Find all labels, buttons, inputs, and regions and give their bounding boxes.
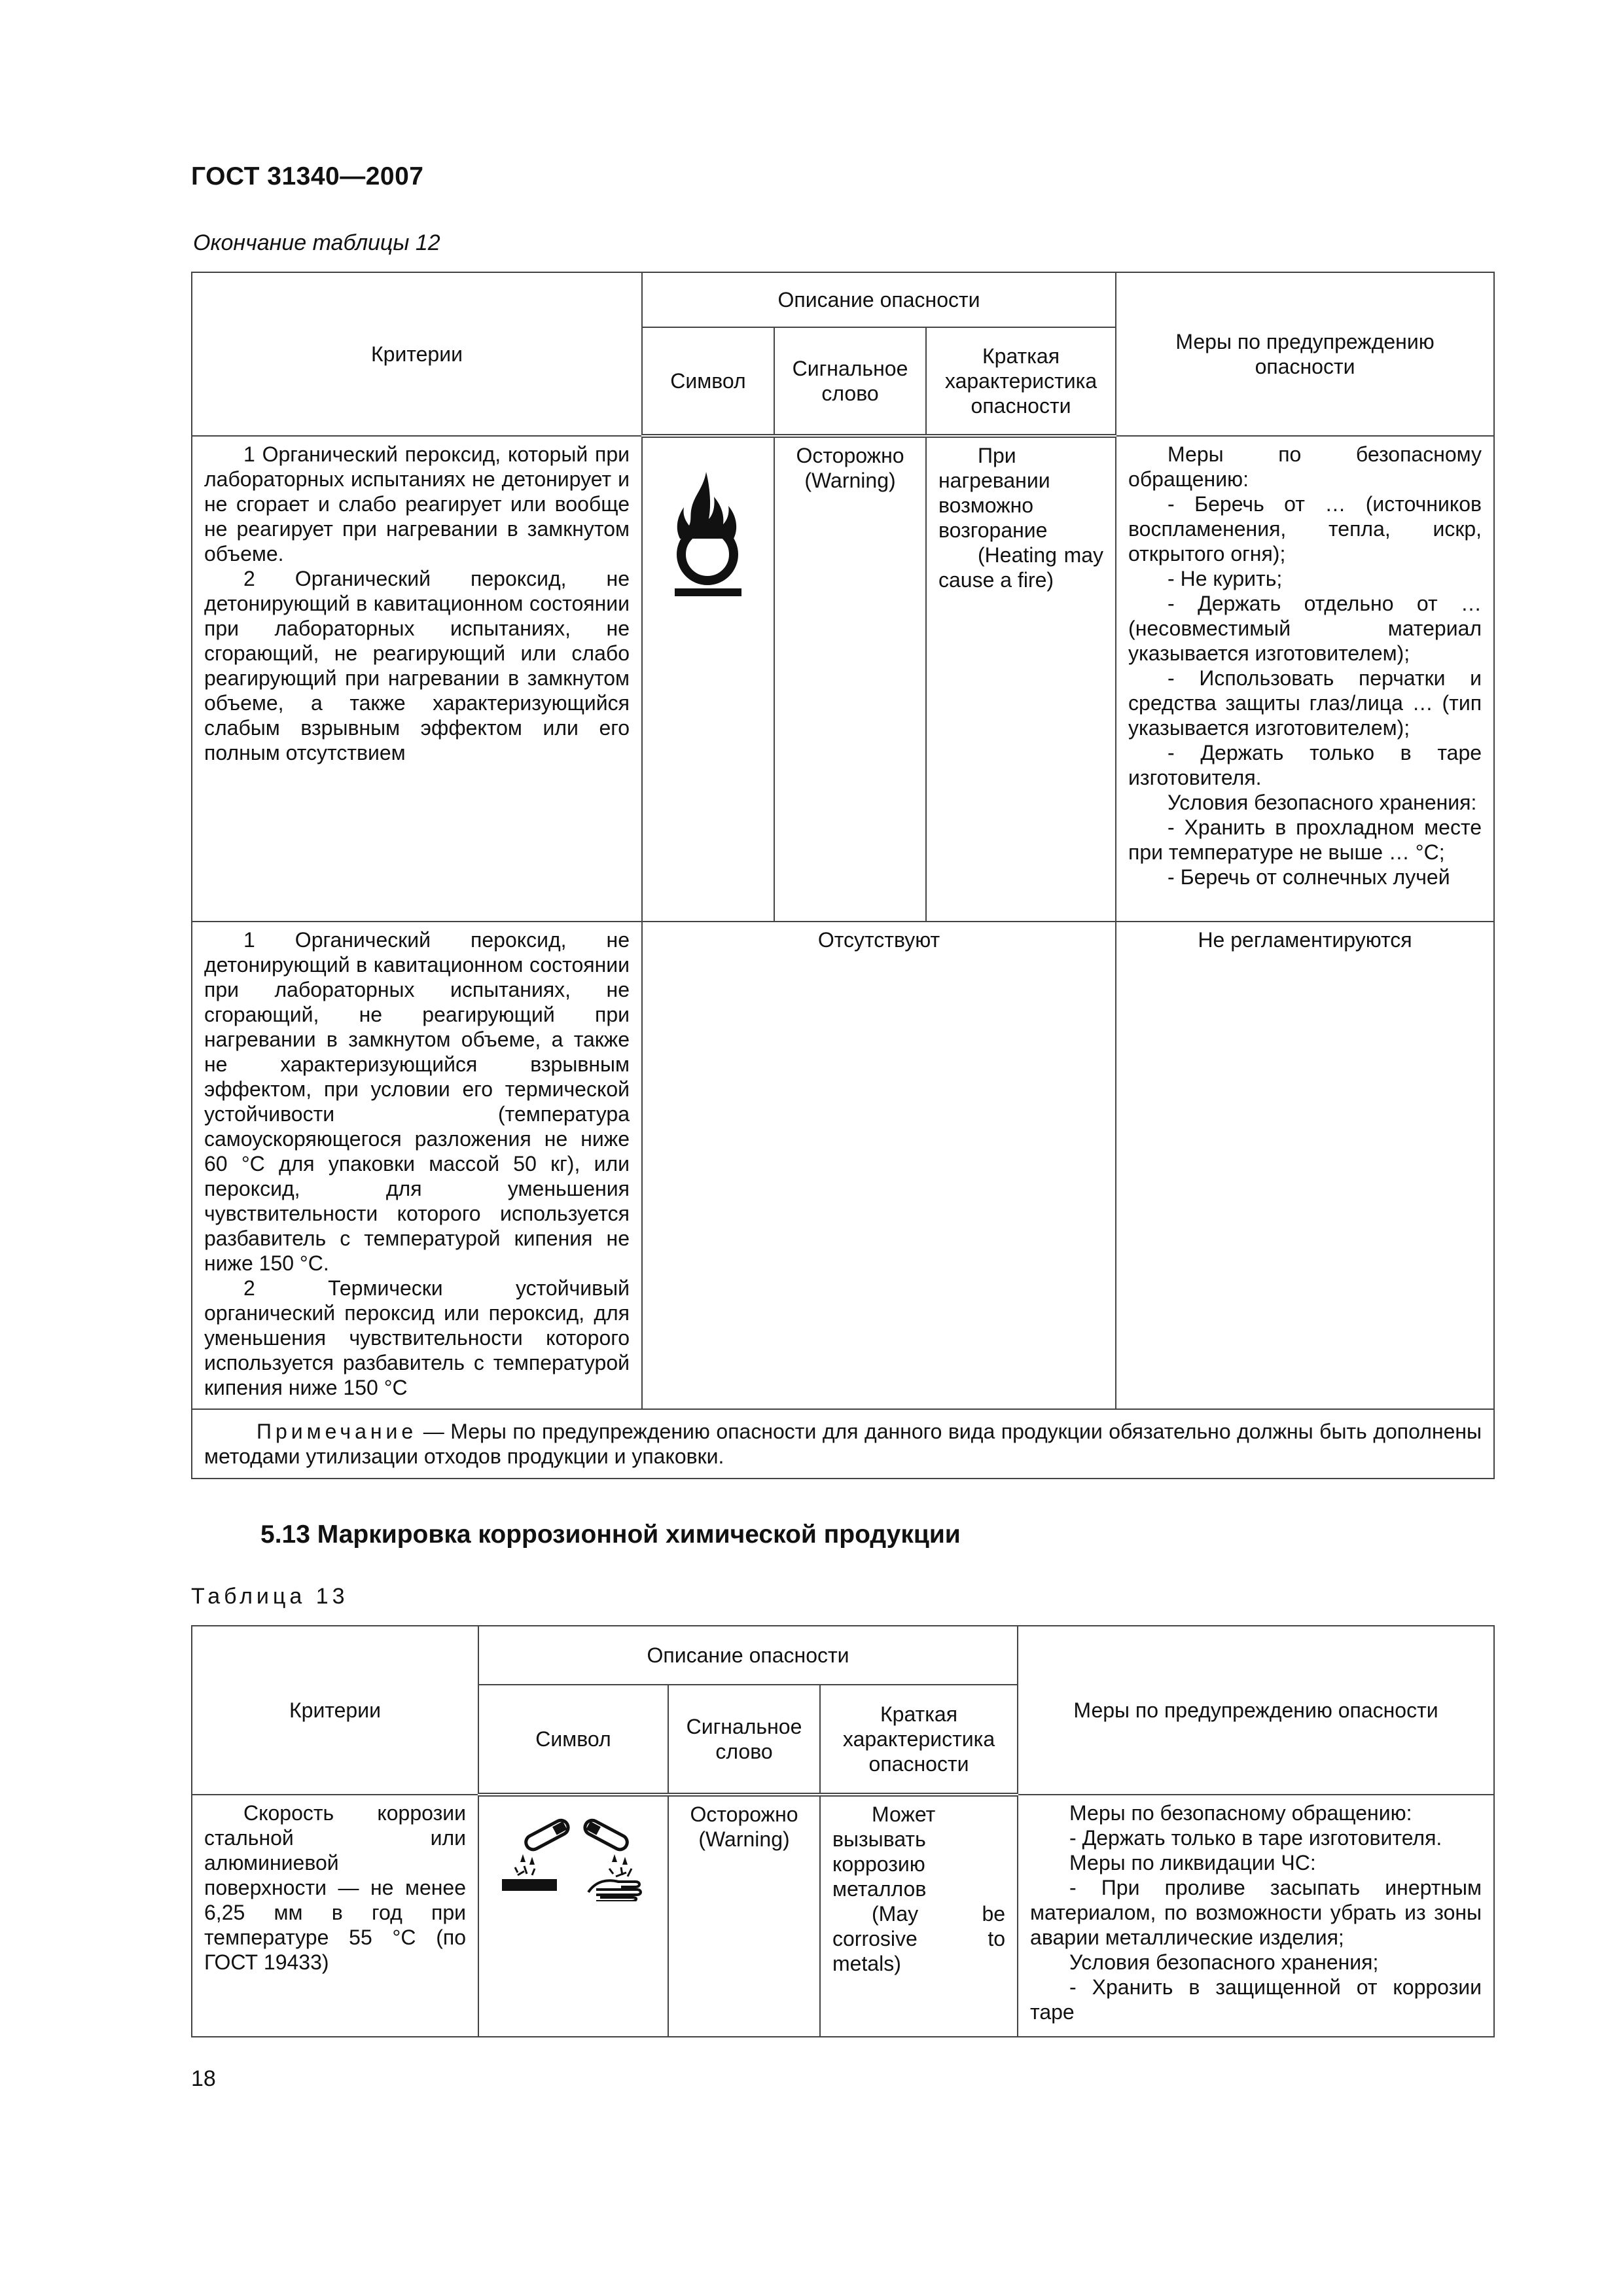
table-row [192, 436, 1494, 922]
table-13-label: Таблица 13 [191, 1584, 349, 1609]
hazard-description-cell: Отсутствуют [642, 922, 1116, 1409]
characteristic-text-en: (Heating may cause a fire) [938, 543, 1104, 592]
measure-line: - Держать отдельно от … (несовместимый материал указывается изготовителем); [1128, 592, 1482, 665]
page-number: 18 [191, 2066, 216, 2091]
header-hazard-description: Описание опасности [642, 272, 1116, 327]
header-symbol: Символ [478, 1685, 668, 1795]
criteria-paragraph: Скорость коррозии стальной или алюминиевой поверхности — не менее 6,25 мм в год при температуре 55 °С (по ГОСТ 19433) [204, 1801, 466, 1974]
measure-line: - Хранить в прохладном месте при температуре не выше … °С; [1128, 816, 1482, 864]
signal-word-cell: Осторожно (Warning) [668, 1795, 820, 2037]
header-short-characteristic: Краткая характеристика опасности [820, 1685, 1018, 1795]
short-characteristic-cell [926, 436, 1116, 922]
measure-line: - Беречь от … (источников воспламенения, тепла, искр, открытого огня); [1128, 492, 1482, 565]
characteristic-text: При нагревании возможно возгорание [938, 444, 1050, 542]
measure-line: Меры по ликвидации ЧС: [1069, 1851, 1316, 1874]
measure-line: Условия безопасного хранения; [1069, 1950, 1379, 1974]
flame-over-circle-icon [666, 468, 751, 599]
measure-line: - Хранить в защищенной от коррозии таре [1030, 1975, 1482, 2024]
measure-line: - Использовать перчатки и средства защиты глаз/лица … (тип указывается изготовителем); [1128, 666, 1482, 740]
header-hazard-description: Описание опасности [478, 1626, 1018, 1685]
section-heading: 5.13 Маркировка коррозионной химической продукции [260, 1520, 961, 1549]
criteria-paragraph: 1 Органический пероксид, который при лабораторных испытаниях не детонирует и не сгорает и слабо реагирует или вообще не реагирует при нагревании в замкнутом объеме. [204, 442, 630, 565]
characteristic-text: Может вызывать коррозию металлов [832, 1803, 936, 1901]
document-code: ГОСТ 31340—2007 [191, 162, 424, 190]
criteria-paragraph: 2 Органический пероксид, не детонирующий в кавитационном состоянии при лабораторных испытаниях, не сгорающий, не реагирующий или слабо реагирующий при нагревании в замкнутом объеме, а также характеризующийся слабым взрывным эффектом или его полным отсутствием [204, 567, 630, 764]
measure-line: Меры по безопасному обращению: [1069, 1801, 1412, 1825]
measure-line: - Не курить; [1168, 567, 1283, 590]
signal-word-cell: Осторожно (Warning) [774, 436, 926, 922]
criteria-cell [192, 922, 642, 1409]
table-13 [191, 1625, 1495, 2037]
note-text: — Меры по предупреждению опасности для данного вида продукции обязательно должны быть дополнены методами утилизации отходов продукции и упаковки. [204, 1420, 1482, 1468]
table-note [192, 1409, 1494, 1479]
measure-line: Условия безопасного хранения: [1168, 791, 1477, 814]
header-signal-word: Сигнальное слово [774, 327, 926, 436]
table-row [192, 922, 1494, 1409]
criteria-paragraph: 1 Органический пероксид, не детонирующий в кавитационном состоянии при лабораторных испытаниях, не сгорающий, не реагирующий при нагревании в замкнутом объеме, а также не характеризующийся взрывным эффектом, при условии его термической устойчивости (температура самоускоряющегося разложения не ниже 60 °С для упаковки массой 50 кг), или пероксид, для уменьшения чувствительности которого используется разбавитель с температурой кипения не ниже 150 °С. [204, 928, 630, 1275]
measures-cell: Не регламентируются [1116, 922, 1494, 1409]
criteria-cell [192, 436, 642, 922]
table-note-row [192, 1409, 1494, 1479]
measure-line: - При проливе засыпать инертным материалом, по возможности убрать из зоны аварии металлические изделия; [1030, 1876, 1482, 1949]
criteria-paragraph: 2 Термически устойчивый органический пероксид или пероксид, для уменьшения чувствительности которого используется разбавитель с температурой кипения ниже 150 °С [204, 1276, 630, 1399]
table-row [192, 1795, 1494, 2037]
short-characteristic-cell [820, 1795, 1018, 2037]
symbol-cell [642, 436, 774, 922]
header-symbol: Символ [642, 327, 774, 436]
measure-line: Меры по безопасному обращению: [1128, 442, 1482, 491]
characteristic-text-en: (May be corrosive to metals) [832, 1902, 1006, 1975]
header-short-characteristic: Краткая характеристика опасности [926, 327, 1116, 436]
header-criteria: Критерии [192, 272, 642, 436]
measure-line: - Держать только в таре изготовителя. [1069, 1826, 1442, 1850]
measure-line: - Беречь от солнечных лучей [1168, 865, 1450, 889]
header-criteria: Критерии [192, 1626, 478, 1795]
measures-cell [1018, 1795, 1494, 2037]
measure-line: - Держать только в таре изготовителя. [1128, 741, 1482, 789]
header-precaution-measures: Меры по предупреждению опасности [1018, 1626, 1494, 1795]
measures-cell [1116, 436, 1494, 922]
criteria-cell [192, 1795, 478, 2037]
table-continuation-caption: Окончание таблицы 12 [193, 230, 440, 255]
header-signal-word: Сигнальное слово [668, 1685, 820, 1795]
header-precaution-measures: Меры по предупреждению опасности [1116, 272, 1494, 436]
corrosion-icon [498, 1816, 649, 1901]
table-12 [191, 272, 1495, 1479]
note-label: Примечание [257, 1420, 418, 1443]
symbol-cell [478, 1795, 668, 2037]
